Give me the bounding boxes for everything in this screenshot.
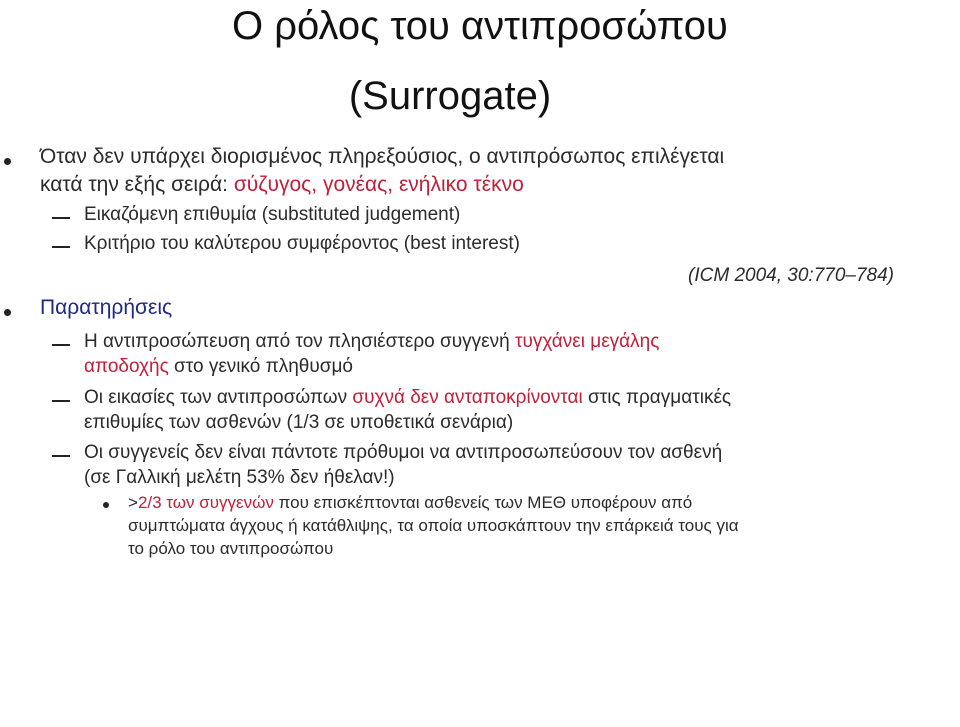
reference-citation: (ICM 2004, 30:770–784) bbox=[688, 265, 894, 286]
bullet-dot bbox=[4, 158, 11, 165]
bullet1-line1: Όταν δεν υπάρχει διορισμένος πληρεξούσιος, ο αντιπρόσωπος επιλέγεται bbox=[40, 145, 725, 168]
bullet2-subsub1-line2: συμπτώματα άγχους ή κατάθλιψης, τα οποία υποσκάπτουν την επάρκειά τους για bbox=[128, 516, 739, 535]
bullet2-sub2-prefix: Οι εικασίες των αντιπροσώπων bbox=[84, 387, 353, 408]
subsub1-suffix: που επισκέπτονται ασθενείς των ΜΕΘ υποφέρουν από bbox=[273, 493, 693, 512]
bullet2-sub2-suffix: στις πραγματικές bbox=[582, 387, 732, 408]
bullet1-line2-highlight: σύζυγος, γονέας, ενήλικο τέκνο bbox=[233, 173, 524, 196]
bullet2-sub3-line2: (σε Γαλλική μελέτη 53% δεν ήθελαν!) bbox=[84, 467, 395, 488]
bullet-dot bbox=[103, 502, 109, 508]
bullet2-sub1-line2-suffix: στο γενικό πληθυσμό bbox=[168, 356, 354, 377]
bullet2-sub1-line1 bbox=[84, 331, 659, 353]
bullet2-sub1-line2-highlight: αποδοχής bbox=[84, 356, 169, 377]
sub-dash bbox=[52, 455, 70, 457]
sub-dash bbox=[52, 246, 70, 248]
bullet1-line2-prefix: κατά την εξής σειρά: bbox=[40, 173, 234, 196]
bullet-dot bbox=[4, 309, 11, 316]
subsub1-prefix: > bbox=[128, 493, 138, 512]
bullet1-sub2: Κριτήριο του καλύτερου συμφέροντος (best interest) bbox=[84, 233, 520, 254]
subsub1-highlight: 2/3 των συγγενών bbox=[137, 493, 274, 512]
bullet2-sub2-line1 bbox=[84, 387, 731, 409]
bullet2-sub1-line2 bbox=[84, 356, 353, 378]
sub-dash bbox=[52, 344, 70, 346]
bullet2-sub3-line1: Οι συγγενείς δεν είναι πάντοτε πρόθυμοι να αντιπροσωπεύσουν τον ασθενή bbox=[84, 442, 723, 463]
bullet2-sub1-highlight: τυγχάνει μεγάλης bbox=[514, 331, 660, 352]
slide-title-line-2: (Surrogate) bbox=[348, 74, 552, 118]
sub-dash bbox=[52, 400, 70, 402]
bullet2-subsub1-line1 bbox=[128, 493, 692, 513]
bullet2-sub2-highlight: συχνά δεν ανταποκρίνονται bbox=[352, 387, 583, 408]
bullet2-sub2-line2: επιθυμίες των ασθενών (1/3 σε υποθετικά σενάρια) bbox=[84, 412, 514, 433]
bullet2-subsub1-line3: το ρόλο του αντιπροσώπου bbox=[128, 539, 334, 558]
bullet2-heading: Παρατηρήσεις bbox=[40, 296, 173, 319]
bullet1-line2 bbox=[40, 173, 524, 197]
slide-title-line-1: Ο ρόλος του αντιπροσώπου bbox=[232, 4, 728, 48]
bullet2-sub1-prefix: Η αντιπροσώπευση από τον πλησιέστερο συγγενή bbox=[84, 331, 515, 352]
sub-dash bbox=[52, 217, 70, 219]
bullet1-sub1: Εικαζόμενη επιθυμία (substituted judgement) bbox=[84, 204, 461, 225]
